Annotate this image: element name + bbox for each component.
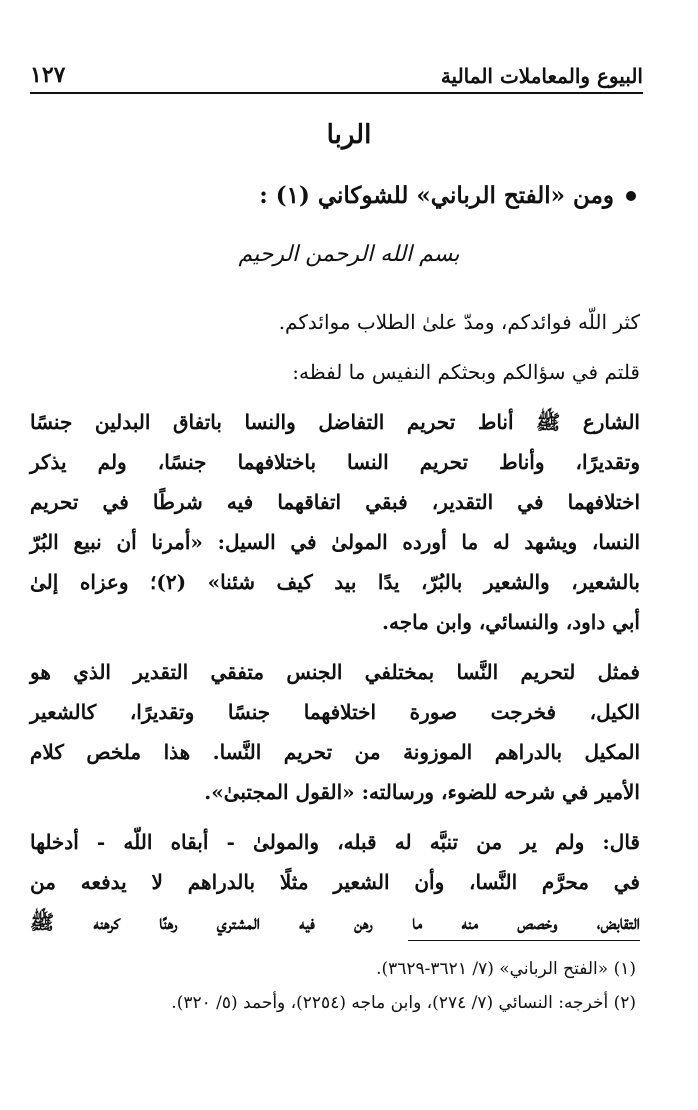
bullet-icon [626, 191, 636, 201]
text-line: اختلافهما في التقدير، فبقي اتفاقهما فيه شرطًا في تحريم [30, 490, 640, 514]
page-header [30, 58, 643, 94]
text-line: كثر اللّه فوائدكم، ومدّ علىٰ الطلاب موائدكم. [278, 310, 640, 334]
text-line: أبي داود، والنسائي، وابن ماجه. [382, 610, 640, 634]
source-text: ومن «الفتح الرباني» للشوكاني (١) : [259, 182, 614, 209]
text-line: فمثل لتحريم النَّسا بمختلفي الجنس متفقي التقدير الذي هو [30, 660, 640, 684]
footnote-1: (١) «الفتح الرباني» (٧/ ٣٦٢١-٣٦٢٩). [376, 959, 636, 979]
text-line: بالشعير، والشعير بالبُرّ، يدًا بيد كيف شئنا» (٢)؛ وعزاه إلىٰ [30, 570, 640, 594]
chapter-title: الربا [326, 120, 372, 150]
paragraph-1 [30, 302, 640, 342]
text-line: الكيل، فخرجت صورة اختلافهما جنسًا وتقديرًا، كالشعير [30, 700, 640, 724]
text-line: الشارع ﷺ أناط تحريم التفاضل والنسا باتفاق البدلين جنسًا [30, 410, 640, 434]
basmala: بسم الله الرحمن الرحيم [238, 242, 460, 267]
paragraph-5 [30, 822, 640, 942]
paragraph-4 [30, 652, 640, 812]
body-text [30, 302, 640, 952]
running-title: البيوع والمعاملات المالية [440, 64, 643, 88]
footnote-2: (٢) أخرجه: النسائي (٧/ ٢٧٤)، وابن ماجه (٢٢٥٤)، وأحمد (٥/ ٣٢٠). [171, 993, 636, 1013]
text-line: وتقديرًا، وأناط تحريم النسا باختلافهما جنسًا، ولم يذكر [30, 450, 640, 474]
text-line: المكيل بالدراهم الموزونة من تحريم النَّسا. هذا ملخص كلام [30, 740, 640, 764]
source-line [259, 182, 636, 209]
paragraph-3 [30, 402, 640, 642]
text-line: قلتم في سؤالكم وبحثكم النفيس ما لفظه: [292, 360, 640, 384]
text-line: الأمير في شرحه للضوء، ورسالته: «القول المجتبىٰ». [204, 780, 640, 804]
footnotes [30, 952, 636, 1020]
paragraph-2 [30, 352, 640, 392]
text-line: التقابض، وخصص منه ما رهن فيه المشتري رهنًا كرهنه ﷺ [30, 910, 640, 934]
text-line: النسا، ويشهد له ما أورده المولىٰ في السيل: «أمرنا أن نبيع البُرّ [30, 530, 640, 554]
text-line: في محرَّم النَّسا، وأن الشعير مثلًا بالدراهم لا يدفعه من [30, 870, 640, 894]
page-number: ١٢٧ [30, 62, 66, 88]
text-line: قال: ولم ير من تنبَّه له قبله، والمولىٰ - أبقاه اللّه - أدخلها [30, 830, 640, 854]
footnote-divider [408, 940, 640, 941]
